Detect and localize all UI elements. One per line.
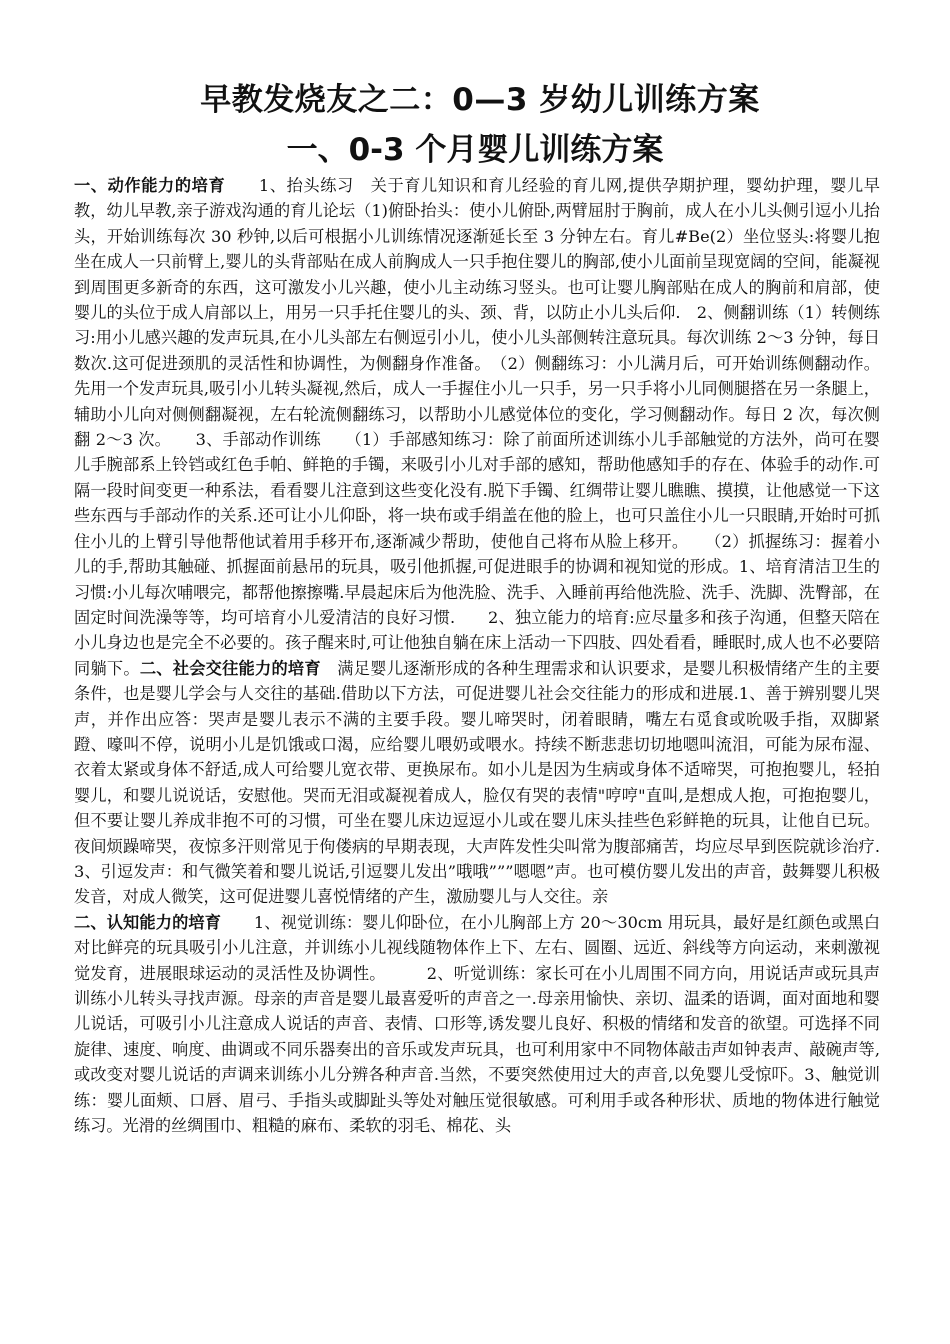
paragraph-text: 满足婴儿逐渐形成的各种生理需求和认识要求，是婴儿积极情绪产生的主要条件，也是婴儿学会与人交往的基础.借助以下方法，可促进婴儿社会交往能力的形成和进展.1、善于辨别婴儿哭声，并作出应答：哭声是婴儿表示不满的主要手段。婴儿啼哭时，闭着眼睛，嘴左右觅食或吮吸手指，双脚紧蹬、嚎叫不停，说明小儿是饥饿或口渴，应给婴儿喂奶或喂水。持续不断悲悲切切地嗯叫流泪，可能为尿布湿、衣着太紧或身体不舒适,成人可给婴儿宽衣带、更换尿布。如小儿是因为生病或身体不适啼哭，可抱抱婴儿，轻拍婴儿，和婴儿说说话，安慰他。哭而无泪或凝视着成人，脸仅有哭的表情"哼哼"直叫,是想成人抱，可抱抱婴儿，但不要让婴儿养成非抱不可的习惯，可坐在婴儿床边逗逗小儿或在婴儿床头挂些色彩鲜艳的玩具，让他自已玩。夜间烦躁啼哭，夜惊多汗则常见于佝偻病的早期表现，大声阵发性尖叫常为腹部痛苦，均应尽早到医院就诊治疗. 3、引逗发声：和气微笑着和婴儿说话,引逗婴儿发出”哦哦”””嗯嗯”声。也可模仿婴儿发出的声音，鼓舞婴儿积极发音，对成人微笑，这可促进婴儿喜悦情绪的产生，激励婴儿与人交往。亲: [74, 658, 929, 907]
section-heading-motor: 一、动作能力的培育: [74, 176, 226, 195]
section-heading-social: 二、社会交往能力的培育: [139, 658, 321, 678]
section-heading-cognitive: 二、认知能力的培育: [74, 912, 222, 932]
document-title: 早教发烧友之二：0—3 岁幼儿训练方案: [200, 82, 760, 118]
document-body: [74, 173, 929, 1138]
paragraph-text: 1、抬头练习 关于育儿知识和育儿经验的育儿网,提供孕期护理，婴幼护理，婴儿早教，幼儿早教,亲子游戏沟通的育儿论坛（1)俯卧抬头：使小儿俯卧,两臂屈肘于胸前，成人在小儿头侧引逗小儿抬头，开始训练每次 30 秒钟,以后可根据小儿训练情况逐渐延长至 3 分钟左右。育儿#Be(2）坐位竖头:将婴儿抱坐在成人一只前臂上,婴儿的头背部贴在成人前胸成人一只手抱住婴儿的胸部,使小儿面前呈现宽阔的空间，能凝视到周围更多新奇的东西，这可激发小儿兴趣，使小儿主动练习竖头。也可让婴儿胸部贴在成人的胸前和肩部，使婴儿的头位于成人肩部以上，用另一只手托住婴儿的头、颈、背，以防止小儿头后仰. 2、侧翻训练（1）转侧练习:用小儿感兴趣的发声玩具,在小儿头部左右侧逗引小儿，使小儿头部侧转注意玩具。每次训练 2～3 分钟，每日数次.这可促进颈肌的灵活性和协调性，为侧翻身作准备。 （2）侧翻练习：小儿满月后，可开始训练侧翻动作。先用一个发声玩具,吸引小儿转头凝视,然后，成人一手握住小儿一只手，另一只手将小儿同侧腿搭在另一条腿上，辅助小儿向对侧侧翻凝视，左右轮流侧翻练习，以帮助小儿感觉体位的变化，学习侧翻动作。每日 2 次，每次侧翻 2～3 次。 3、手部动作训练 （1）手部感知练习：除了前面所述训练小儿手部触觉的方法外，尚可在婴儿手腕部系上铃铛或红色手帕、鲜艳的手镯，来吸引小儿对手部的感知，帮助他感知手的存在、体验手的动作.可隔一段时间变更一种系法，看看婴儿注意到这些变化没有.脱下手镯、红绸带让婴儿瞧瞧、摸摸，让他感觉一下这些东西与手部动作的关系.还可让小儿仰卧，将一块布或手绢盖在他的脸上，也可只盖住小儿一只眼睛,开始时可抓住小儿的上臂引导他帮他试着用手移开布,逐渐减少帮助，使他自己将布从脸上移开。 （2）抓握练习：握着小儿的手,帮助其触碰、抓握面前悬吊的玩具，吸引他抓握,可促进眼手的协调和视知觉的形成。1、培育清洁卫生的习惯:小儿每次哺喂完，都帮他擦擦嘴.早晨起床后为他洗脸、洗手、入睡前再给他洗脸、洗手、洗脚、洗臀部，在固定时间洗澡等等，均可培育小儿爱清洁的良好习惯. 2、独立能力的培育:应尽量多和孩子沟通，但整天陪在小儿身边也是完全不必要的。孩子醒来时,可让他独自躺在床上活动一下四肢、四处看看，睡眠时,成人也不必要陪同躺下。: [74, 176, 880, 678]
body-paragraph: [74, 910, 880, 1139]
document-subtitle: 一、0-3 个月婴儿训练方案: [286, 132, 664, 168]
body-paragraph: [74, 173, 929, 910]
paragraph-text: 1、视觉训练：婴儿仰卧位，在小儿胸部上方 20～30cm 用玩具，最好是红颜色或黑白对比鲜亮的玩具吸引小儿注意，并训练小儿视线随物体作上下、左右、圆圈、远近、斜线等方向运动，来刺激视觉发育，进展眼球运动的灵活性及协调性。 2、听觉训练：家长可在小儿周围不同方向，用说话声或玩具声训练小儿转头寻找声源。母亲的声音是婴儿最喜爱听的声音之一.母亲用愉快、亲切、温柔的语调，面对面地和婴儿说话，可吸引小儿注意成人说话的声音、表情、口形等,诱发婴儿良好、积极的情绪和发音的欲望。可选择不同旋律、速度、响度、曲调或不同乐器奏出的音乐或发声玩具，也可利用家中不同物体敲击声如钟表声、敲碗声等,或改变对婴儿说话的声调来训练小儿分辨各种声音.当然，不要突然使用过大的声音,以免婴儿受惊吓。3、触觉训练：婴儿面颊、口唇、眉弓、手指头或脚趾头等处对触压觉很敏感。可利用手或各种形状、质地的物体进行触觉练习。光滑的丝绸围巾、粗糙的麻布、柔软的羽毛、棉花、头: [74, 912, 881, 1136]
